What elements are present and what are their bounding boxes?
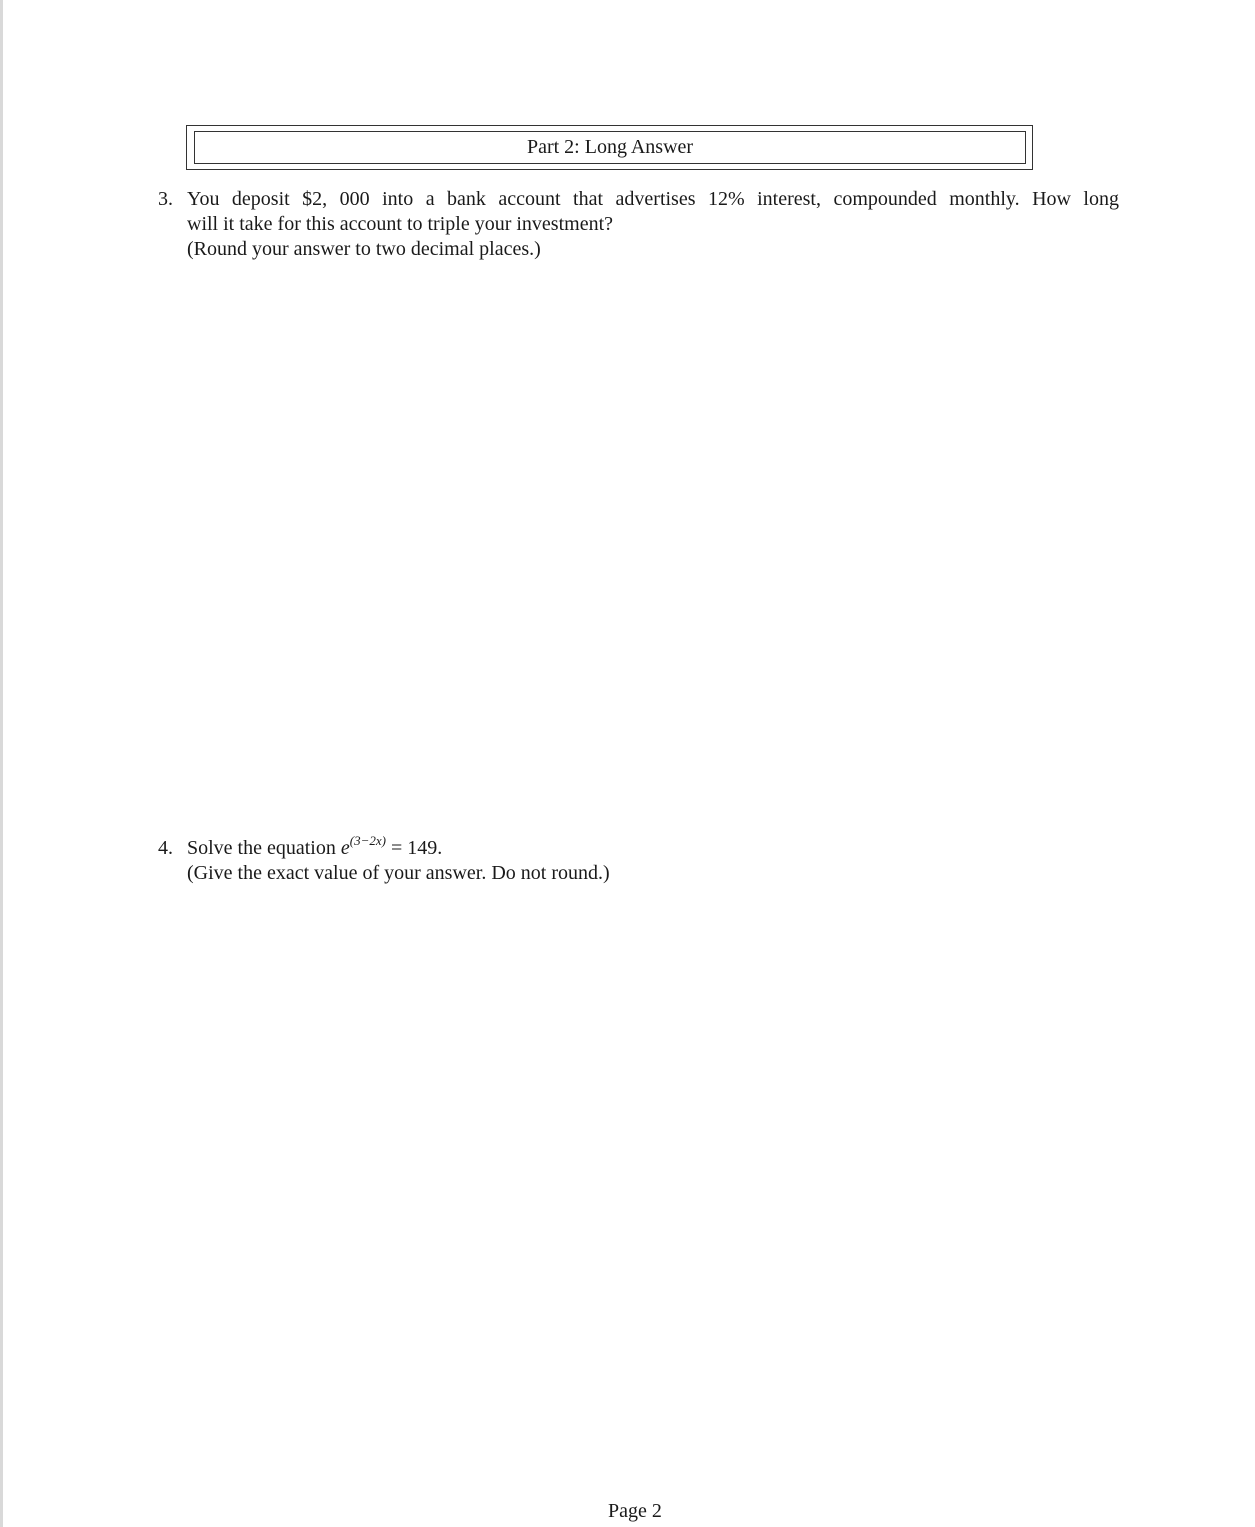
page-footer bbox=[0, 1500, 1255, 1523]
section-title: Part 2: Long Answer bbox=[526, 136, 694, 158]
question-number: 3. bbox=[158, 188, 173, 210]
question-3 bbox=[158, 187, 1119, 262]
question-prefix: Solve the equation bbox=[187, 837, 341, 859]
section-header bbox=[194, 131, 1026, 164]
equation-rhs: = 149. bbox=[385, 837, 443, 859]
question-number: 4. bbox=[158, 837, 173, 859]
page-number: Page 2 bbox=[608, 1500, 662, 1522]
question-text bbox=[187, 833, 610, 886]
question-text bbox=[187, 187, 1119, 262]
question-line bbox=[187, 833, 610, 861]
question-instruction: (Give the exact value of your answer. Do not round.) bbox=[187, 862, 610, 884]
question-4 bbox=[158, 833, 610, 886]
question-instruction: (Round your answer to two decimal places.) bbox=[187, 238, 541, 260]
page-edge bbox=[0, 0, 3, 1527]
question-line: will it take for this account to triple your investment? bbox=[187, 213, 614, 235]
question-line: You deposit $2, 000 into a bank account that advertises 12% interest, compounded monthly. How long bbox=[187, 188, 1119, 210]
equation-exponent: (3−2x) bbox=[349, 833, 386, 848]
equation-base: e bbox=[340, 837, 350, 859]
